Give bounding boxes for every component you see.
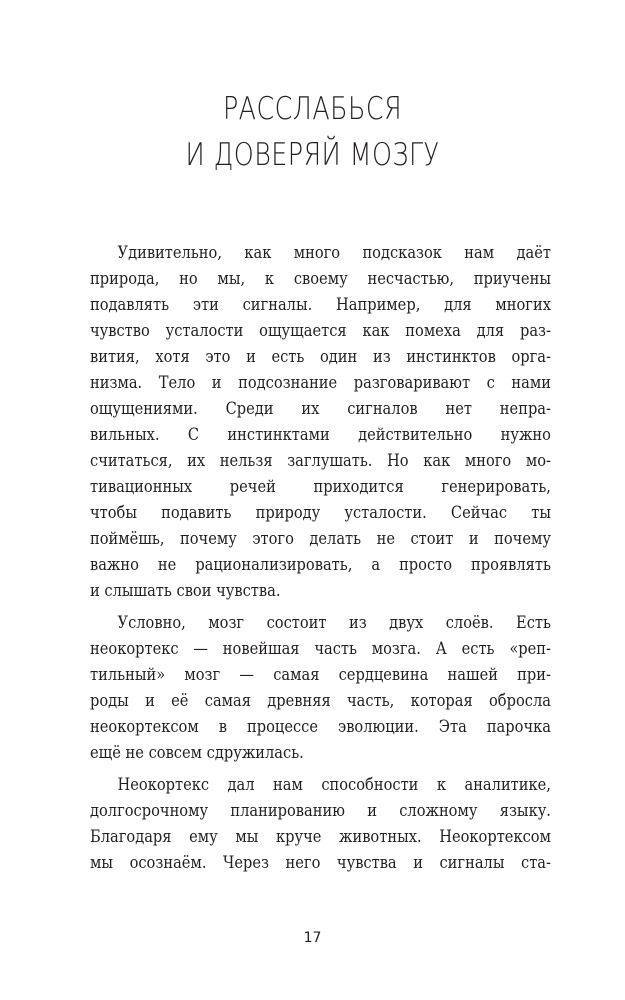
paragraph-2 xyxy=(90,610,551,766)
text-line: неокортекс — новейшая часть мозга. А есть «реп- xyxy=(90,639,551,659)
text-line: Условно, мозг состоит из двух слоёв. Есть xyxy=(117,613,551,633)
text-line: роды и её самая древняя часть, которая обросла xyxy=(90,691,551,711)
text-line: важно не рационализировать, а просто проявлять xyxy=(90,555,551,575)
text-line: низма. Тело и подсознание разговаривают с нами xyxy=(90,373,551,393)
text-line: вильных. С инстинктами действительно нужно xyxy=(90,425,551,445)
text-line: Благодаря ему мы круче животных. Неокортексом xyxy=(90,827,551,847)
text-line: долгосрочному планированию и сложному языку. xyxy=(90,801,551,821)
paragraph-1 xyxy=(90,240,551,604)
body-text xyxy=(90,240,551,882)
chapter-title-line-1: РАССЛАБЬСЯ xyxy=(222,91,403,127)
text-line: природа, но мы, к своему несчастью, приучены xyxy=(90,269,551,289)
paragraph-3 xyxy=(90,772,551,876)
page-number: 17 xyxy=(303,930,322,946)
text-line: чувство усталости ощущается как помеха для раз- xyxy=(90,321,551,341)
chapter-title-line-2: И ДОВЕРЯЙ МОЗГУ xyxy=(185,137,440,173)
text-line: тильный» мозг — самая сердцевина нашей при- xyxy=(90,665,551,685)
text-line: подавлять эти сигналы. Например, для многих xyxy=(90,295,551,315)
text-line: чтобы подавить природу усталости. Сейчас ты xyxy=(90,503,551,523)
text-line: считаться, их нельзя заглушать. Но как много мо- xyxy=(90,451,551,471)
text-line: ощущениями. Среди их сигналов нет непра- xyxy=(90,399,551,419)
text-line: Неокортекс дал нам способности к аналитике, xyxy=(117,775,551,795)
text-line: неокортексом в процессе эволюции. Эта парочка xyxy=(90,717,551,737)
text-line: и слышать свои чувства. xyxy=(90,581,281,601)
text-line: поймёшь, почему этого делать не стоит и почему xyxy=(90,529,551,549)
text-line: тивационных речей приходится генерировать, xyxy=(90,477,551,497)
text-line: ещё не совсем сдружилась. xyxy=(90,743,304,763)
text-line: Удивительно, как много подсказок нам даёт xyxy=(117,243,551,263)
text-line: вития, хотя это и есть один из инстинктов орга- xyxy=(90,347,551,367)
chapter-title xyxy=(56,86,569,178)
text-line: мы осознаём. Через него чувства и сигналы ста- xyxy=(90,853,551,873)
